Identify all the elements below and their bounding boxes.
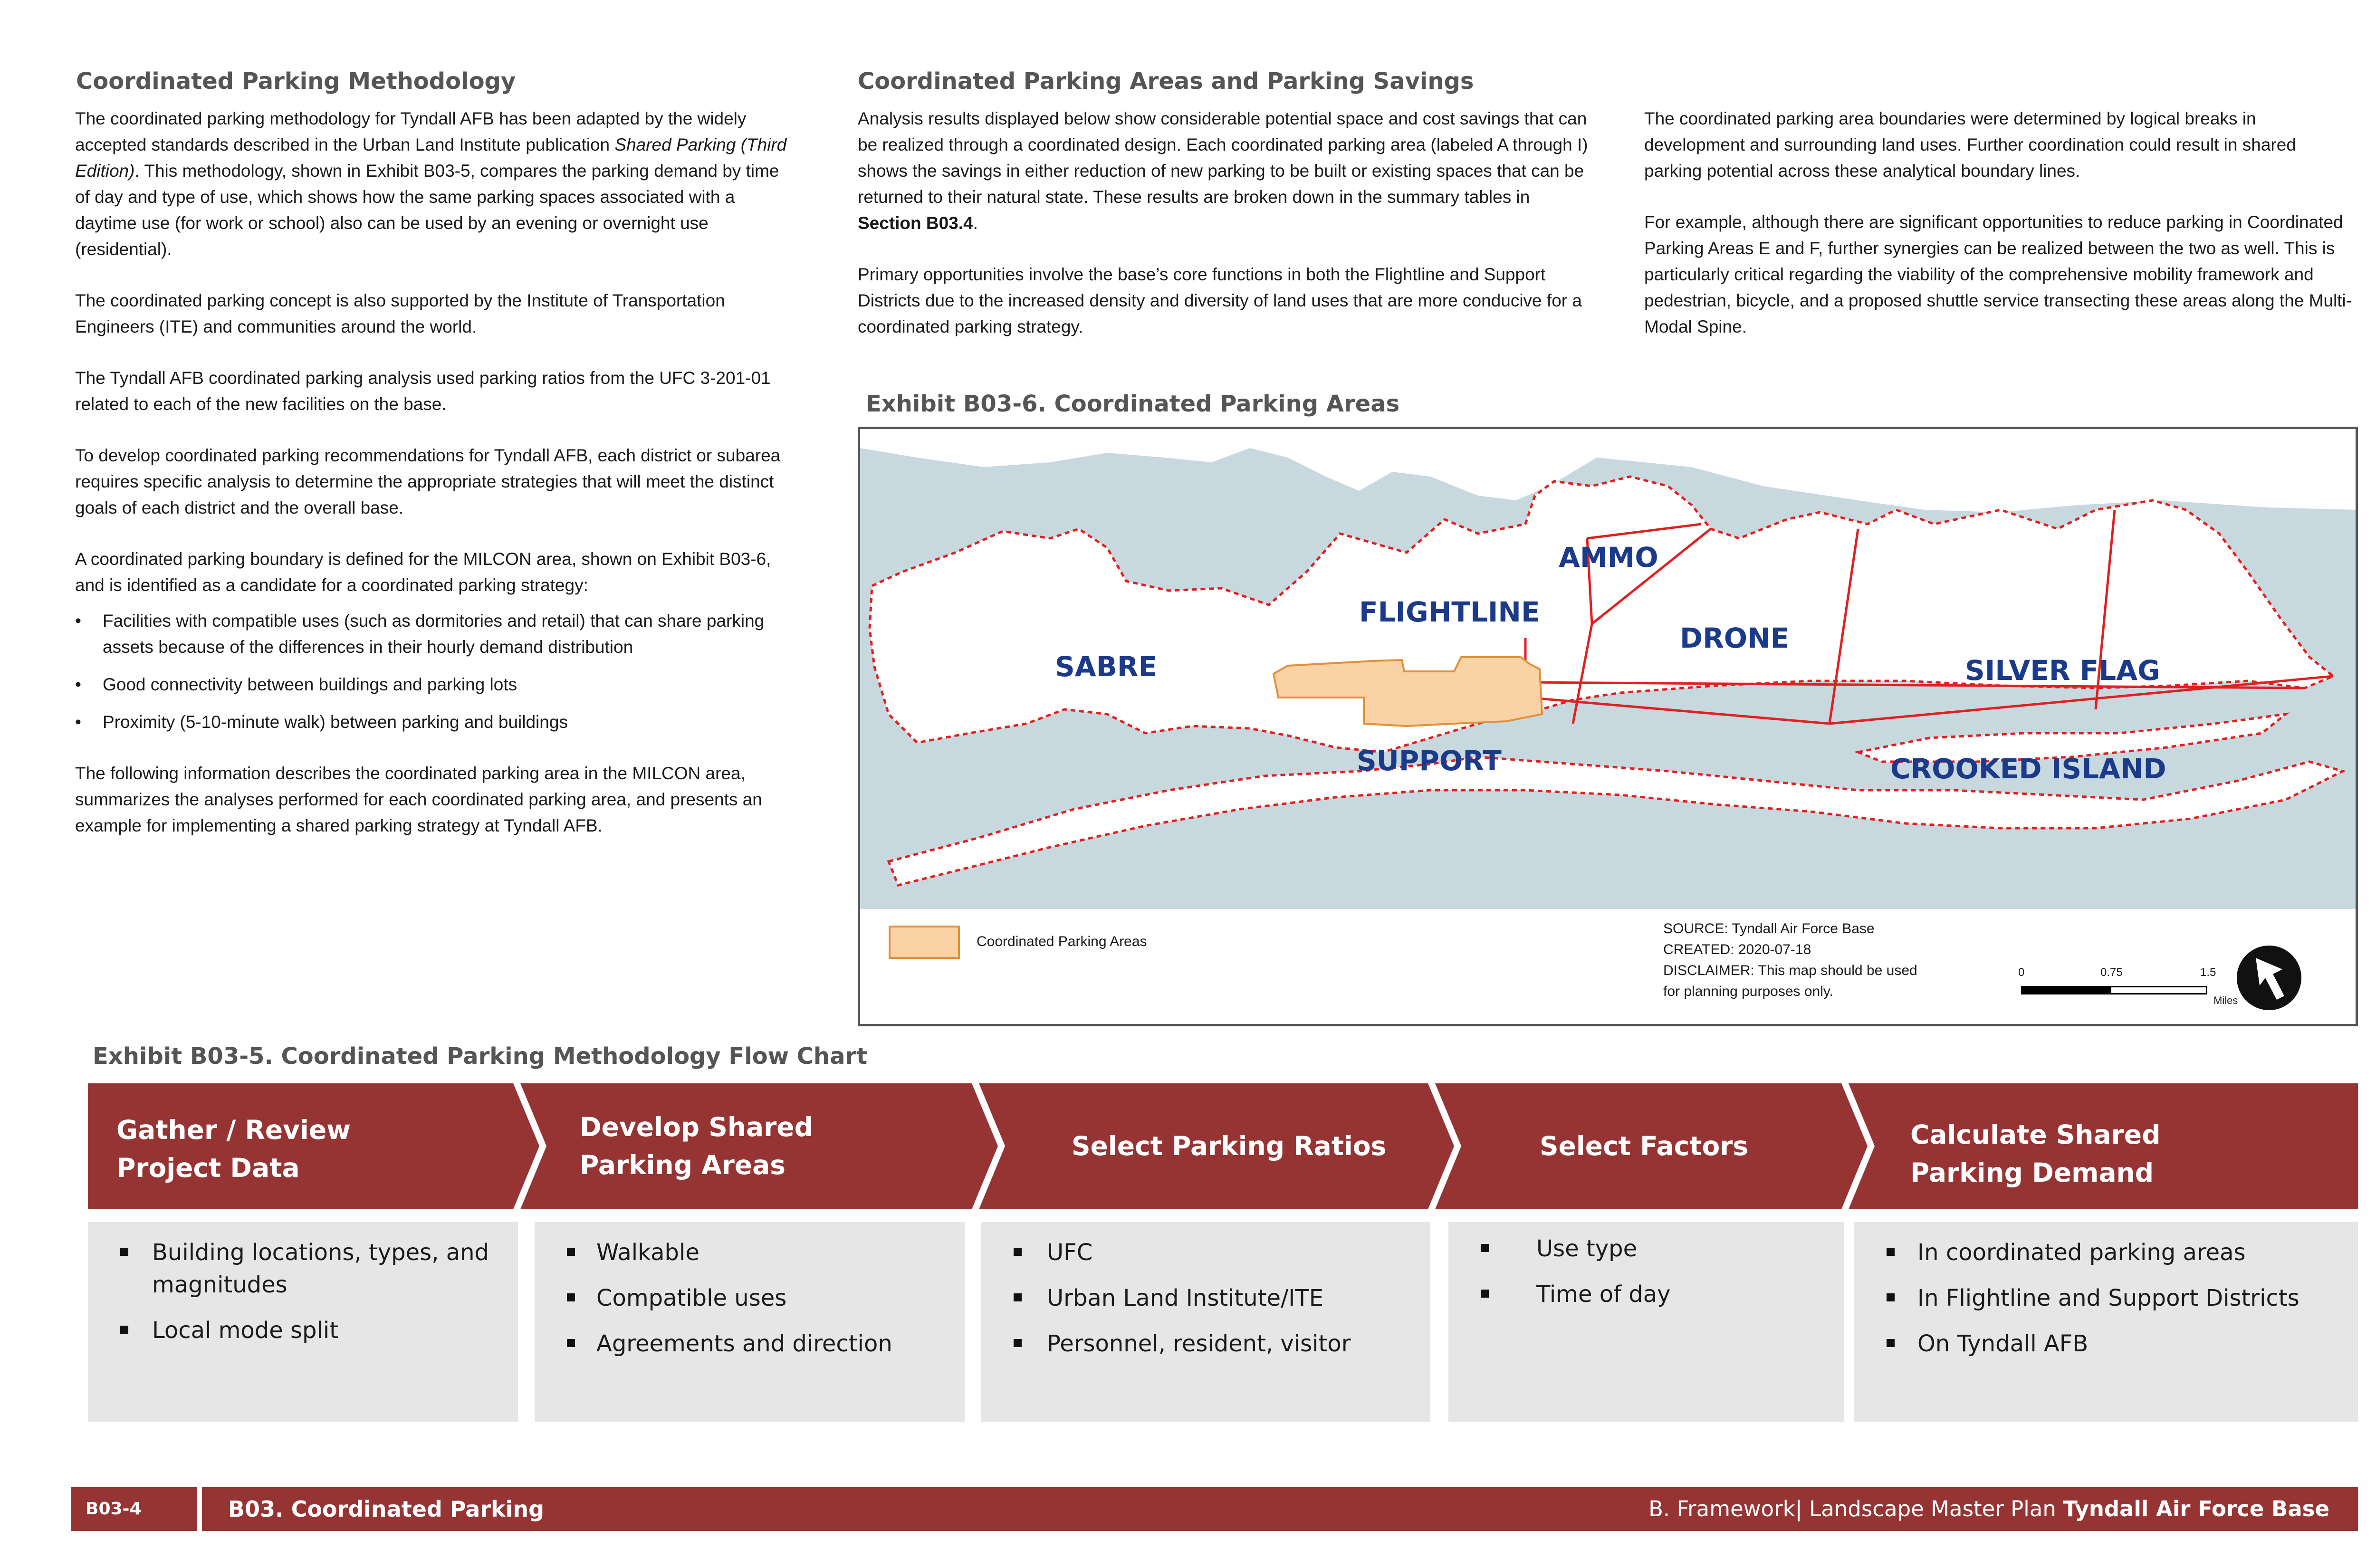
label-crooked-island: CROOKED ISLAND xyxy=(1890,753,2166,785)
label-sabre: SABRE xyxy=(1055,650,1158,683)
publication-title: Shared Parking (Third Edition) xyxy=(75,135,787,181)
map-canvas xyxy=(860,429,2356,909)
savings-paragraph-1: Analysis results displayed below show considerable potential space and cost savings that can be realized through a coordinated design. Each coordinated parking area (labeled A through I) shows the savings in either reduction of new parking to be built or existing spaces that can be returned to their natural state. These results are broken down in the summary tables in Section B03.4. xyxy=(858,109,1588,233)
list-item: • Good connectivity between buildings and parking lots xyxy=(103,671,797,698)
flow-step-4-header xyxy=(1435,1083,1868,1209)
label-silver-flag: SILVER FLAG xyxy=(1965,654,2160,687)
list-item: Walkable xyxy=(535,1236,965,1269)
label-ammo: AMMO xyxy=(1559,541,1658,574)
list-item: Time of day xyxy=(1448,1278,1844,1310)
boundaries-column xyxy=(1644,105,2357,365)
criteria-list xyxy=(75,608,797,735)
scale-label-2: 1.5 xyxy=(2200,966,2216,979)
flow-step-1-title-line2: Project Data xyxy=(116,1153,300,1183)
boundaries-paragraph-2: For example, although there are significant opportunities to reduce parking in Coordinated Parking Areas E and F, further synergies can be realized between the two as well. This is particularly critical regarding the viability of the comprehensive mobility framework and pedestrian, bicycle, and a proposed shuttle service transecting these areas along the Multi-Modal Spine. xyxy=(1644,212,2352,336)
flow-step-2-header xyxy=(520,1083,998,1209)
page-number: B03-4 xyxy=(86,1499,142,1519)
list-item: Building locations, types, and magnitudes xyxy=(88,1236,518,1301)
scale-label-0: 0 xyxy=(2018,966,2025,979)
methodology-paragraph-4: To develop coordinated parking recommendations for Tyndall AFB, each district or subarea requires specific analysis to determine the appropriate strategies that will meet the distinct goals of each district and the overall base. xyxy=(75,446,781,517)
list-item: • Facilities with compatible uses (such as dormitories and retail) that can share parking assets because of the differences in their hourly demand distribution xyxy=(103,608,797,660)
list-item: • Proximity (5-10-minute walk) between parking and buildings xyxy=(103,709,797,735)
methodology-paragraph-1: The coordinated parking methodology for Tyndall AFB has been adapted by the widely accepted standards described in the Urban Land Institute publication Shared Parking (Third Edition). This methodology, shown in Exhibit B03-5, compares the parking demand by time of day and type of use, which shows how the same parking spaces associated with a daytime use (for work or school) also can be used by an evening or overnight use (residential). xyxy=(75,109,787,259)
north-arrow-icon xyxy=(2236,945,2302,1011)
page-footer xyxy=(71,1487,2358,1531)
flow-step-4-box xyxy=(1448,1222,1844,1422)
footer-section-title: B03. Coordinated Parking xyxy=(228,1496,545,1522)
flow-step-3-box xyxy=(981,1222,1430,1422)
flow-step-3-header xyxy=(979,1083,1454,1209)
list-item: Urban Land Institute/ITE xyxy=(981,1282,1430,1314)
footer-base-name: Tyndall Air Force Base xyxy=(2063,1496,2329,1521)
methodology-paragraph-3: The Tyndall AFB coordinated parking analysis used parking ratios from the UFC 3-201-01 related to each of the new facilities on the base. xyxy=(75,368,771,414)
flow-step-2-title-line2: Parking Areas xyxy=(580,1150,786,1180)
flow-step-1-box xyxy=(88,1222,518,1422)
flow-step-5-box xyxy=(1854,1222,2358,1422)
list-item: Use type xyxy=(1448,1233,1844,1265)
label-support: SUPPORT xyxy=(1357,745,1502,777)
map-source-info: SOURCE: Tyndall Air Force Base CREATED: 2020-07-18 DISCLAIMER: This map should be used for planning purposes only. xyxy=(1663,921,1917,999)
section-reference: Section B03.4 xyxy=(858,213,973,233)
legend-label: Coordinated Parking Areas xyxy=(977,934,1147,949)
methodology-paragraph-5: A coordinated parking boundary is defined for the MILCON area, shown on Exhibit B03-6, and is identified as a candidate for a coordinated parking strategy: xyxy=(75,549,771,595)
coordinated-parking-map xyxy=(858,427,2358,1026)
scale-bar-dark xyxy=(2021,986,2111,994)
label-drone: DRONE xyxy=(1680,622,1790,654)
list-item: In coordinated parking areas xyxy=(1854,1236,2358,1269)
parking-savings-heading: Coordinated Parking Areas and Parking Savings xyxy=(858,68,1474,95)
flow-chart-title: Exhibit B03-5. Coordinated Parking Methodology Flow Chart xyxy=(93,1043,868,1070)
map-title: Exhibit B03-6. Coordinated Parking Areas xyxy=(866,391,1400,417)
list-item: Agreements and direction xyxy=(535,1328,965,1360)
flow-step-3-title: Select Parking Ratios xyxy=(1072,1131,1387,1161)
flow-step-2-box xyxy=(535,1222,965,1422)
methodology-column xyxy=(75,105,797,864)
flow-step-1-header xyxy=(88,1083,539,1209)
footer-divider xyxy=(197,1487,202,1531)
methodology-paragraph-6: The following information describes the coordinated parking area in the MILCON area, summarizes the analyses performed for each coordinated parking area, and presents an example for implementing a shared parking strategy at Tyndall AFB. xyxy=(75,764,762,835)
flow-step-4-title: Select Factors xyxy=(1540,1131,1749,1161)
list-item: UFC xyxy=(981,1236,1430,1269)
parking-savings-column xyxy=(858,105,1590,365)
list-item: Personnel, resident, visitor xyxy=(981,1328,1430,1360)
methodology-heading: Coordinated Parking Methodology xyxy=(76,68,516,95)
flow-step-5-header xyxy=(1849,1083,2358,1209)
footer-plan: Landscape Master Plan xyxy=(1809,1496,2063,1521)
legend-swatch xyxy=(889,926,960,959)
flow-step-1-title-line1: Gather / Review xyxy=(116,1115,351,1145)
scale-unit: Miles xyxy=(2213,994,2238,1006)
savings-paragraph-2: Primary opportunities involve the base’s core functions in both the Flightline and Support Districts due to the increased density and diversity of land uses that are more conducive for a coordinated parking strategy. xyxy=(858,265,1582,336)
list-item: Compatible uses xyxy=(535,1282,965,1314)
scale-label-1: 0.75 xyxy=(2100,966,2123,979)
flow-step-5-title-line2: Parking Demand xyxy=(1910,1157,2154,1188)
footer-part: B. Framework xyxy=(1648,1496,1795,1521)
flow-step-5-title-line1: Calculate Shared xyxy=(1910,1119,2161,1150)
footer-document-title: B. Framework| Landscape Master Plan Tyndall Air Force Base xyxy=(1648,1496,2329,1521)
scale-bar-light xyxy=(2110,986,2207,994)
list-item: Local mode split xyxy=(88,1314,518,1347)
list-item: In Flightline and Support Districts xyxy=(1854,1282,2358,1314)
boundaries-paragraph-1: The coordinated parking area boundaries were determined by logical breaks in development and surrounding land uses. Further coordination could result in shared parking potential across these analytical boundary lines. xyxy=(1644,109,2296,181)
methodology-paragraph-2: The coordinated parking concept is also supported by the Institute of Transportation Engineers (ITE) and communities around the world. xyxy=(75,291,725,336)
list-item: On Tyndall AFB xyxy=(1854,1328,2358,1360)
flow-step-2-title-line1: Develop Shared xyxy=(580,1112,813,1142)
label-flightline: FLIGHTLINE xyxy=(1359,596,1540,628)
